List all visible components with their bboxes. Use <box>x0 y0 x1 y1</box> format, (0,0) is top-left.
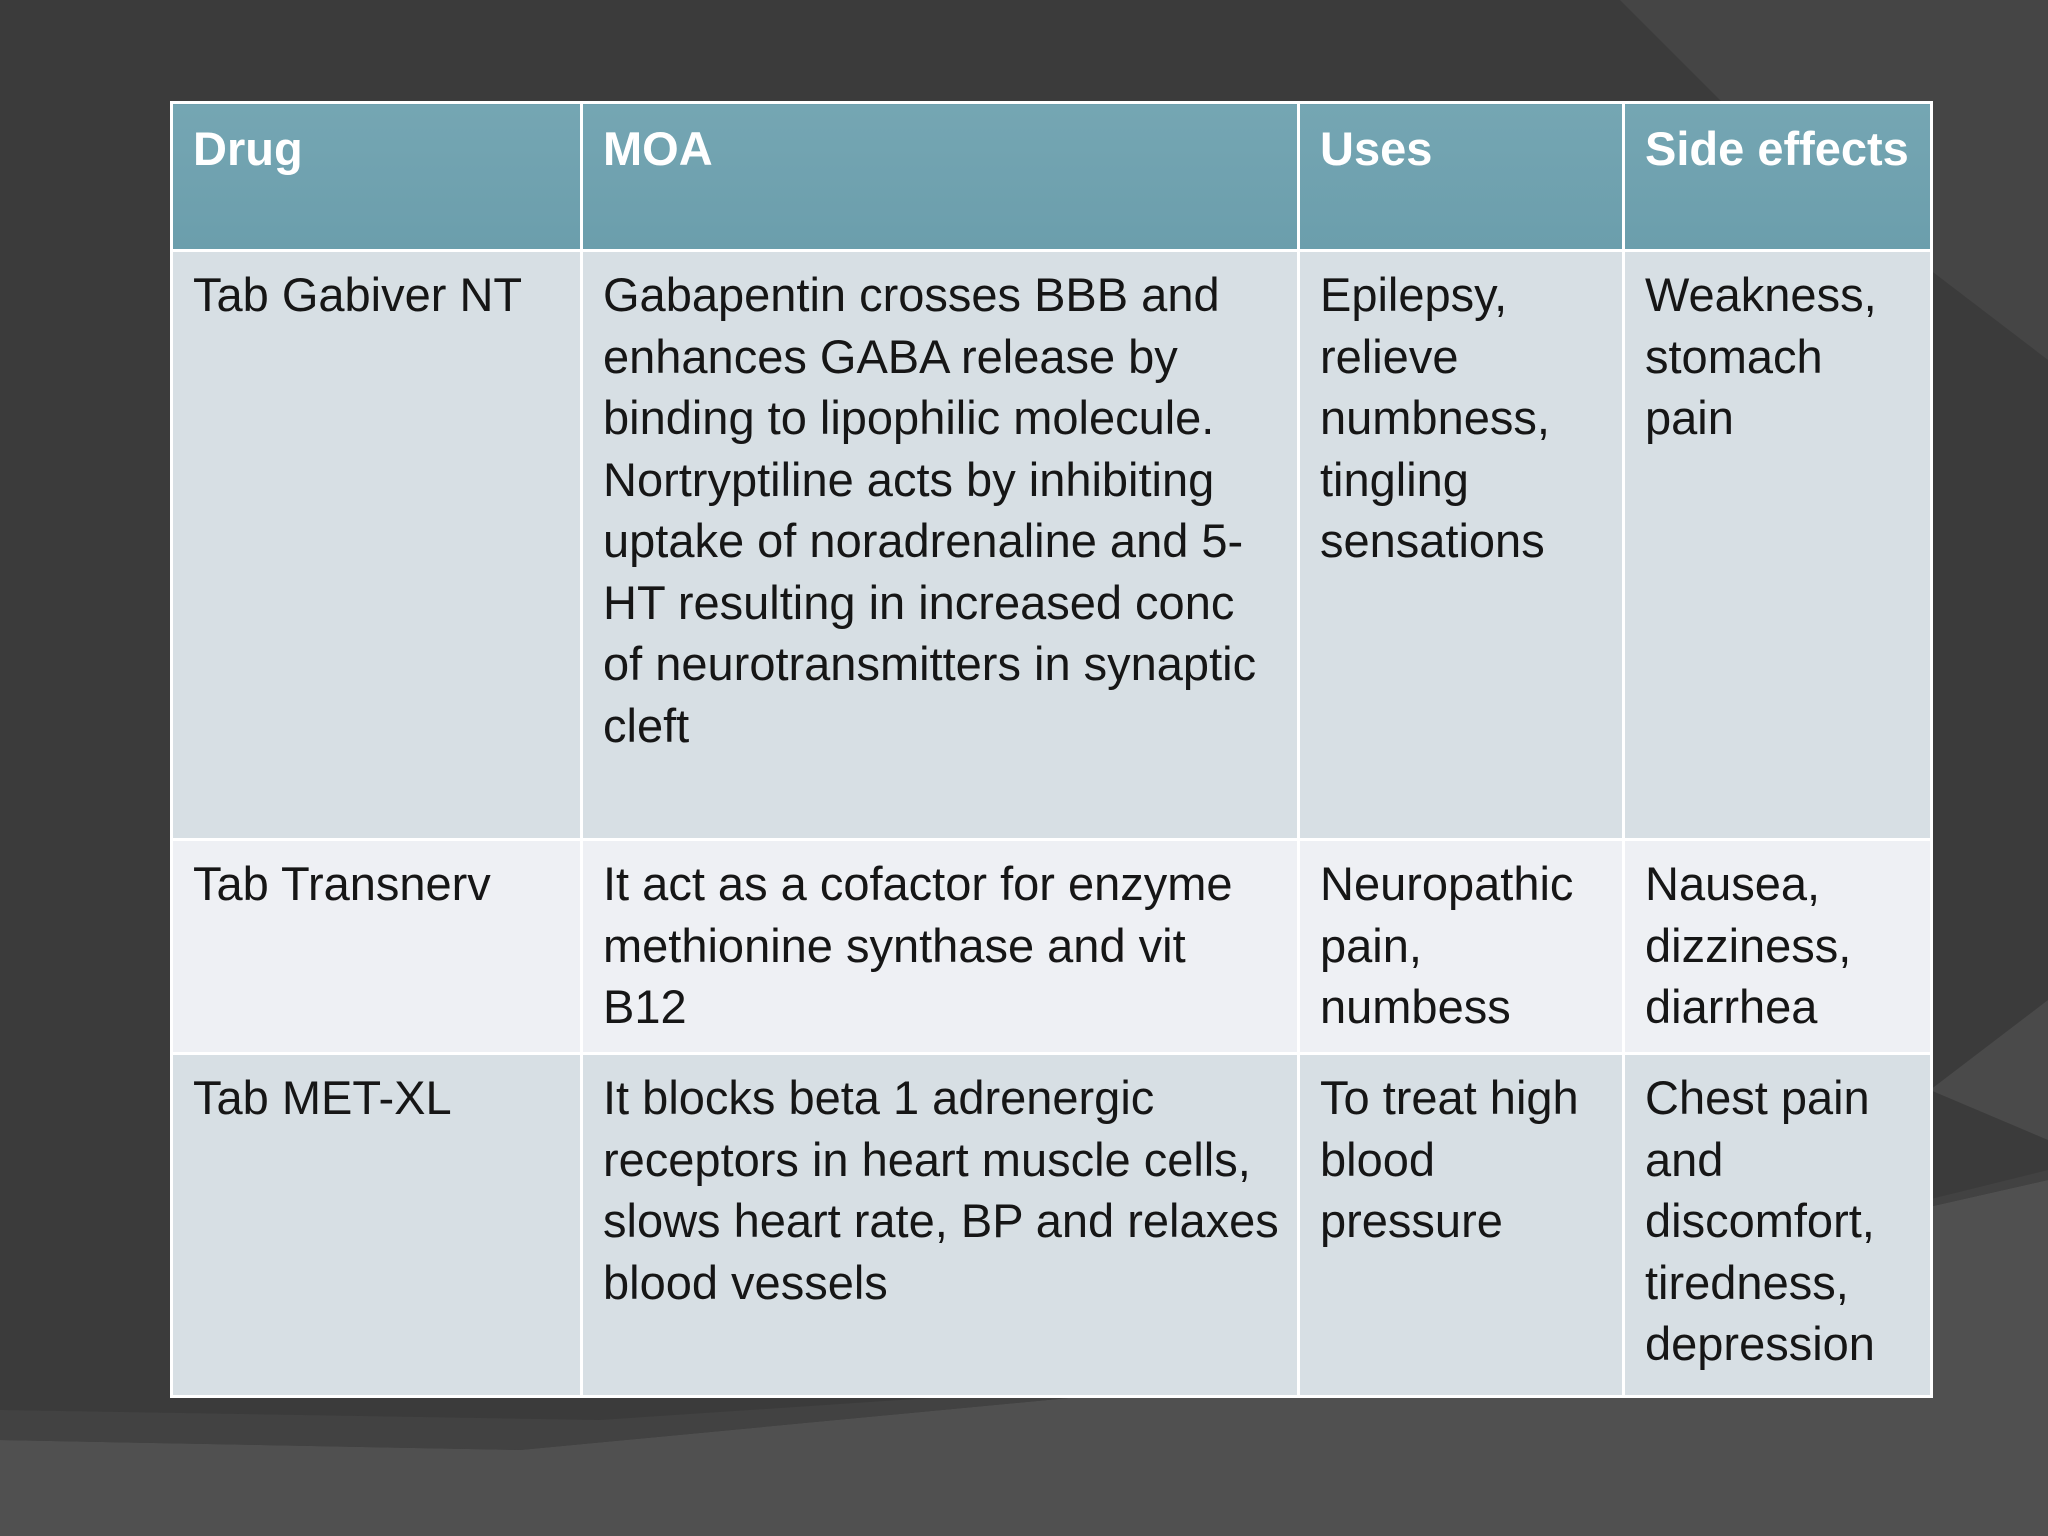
cell-moa: It blocks beta 1 adrenergic receptors in heart muscle cells, slows heart rate, BP and relaxes blood vessels <box>582 1054 1299 1397</box>
table-row <box>172 1054 1932 1397</box>
header-moa: MOA <box>582 103 1299 251</box>
cell-drug: Tab Gabiver NT <box>172 251 582 840</box>
header-drug: Drug <box>172 103 582 251</box>
header-side-effects: Side effects <box>1624 103 1932 251</box>
table-row <box>172 251 1932 840</box>
table-header-row <box>172 103 1932 251</box>
cell-uses: Epilepsy, relieve numbness, tingling sensations <box>1299 251 1624 840</box>
cell-uses: Neuropathic pain, numbess <box>1299 840 1624 1054</box>
cell-moa: It act as a cofactor for enzyme methionine synthase and vit B12 <box>582 840 1299 1054</box>
cell-side-effects: Chest pain and discomfort, tiredness, depression <box>1624 1054 1932 1397</box>
drug-table <box>170 101 1933 1398</box>
cell-moa: Gabapentin crosses BBB and enhances GABA release by binding to lipophilic molecule. Nortryptiline acts by inhibiting uptake of noradrenaline and 5-HT resulting in increased conc of neurotransmitters in synaptic cleft <box>582 251 1299 840</box>
cell-drug: Tab Transnerv <box>172 840 582 1054</box>
cell-drug: Tab MET-XL <box>172 1054 582 1397</box>
table-row <box>172 840 1932 1054</box>
header-uses: Uses <box>1299 103 1624 251</box>
cell-side-effects: Weakness, stomach pain <box>1624 251 1932 840</box>
cell-uses: To treat high blood pressure <box>1299 1054 1624 1397</box>
cell-side-effects: Nausea, dizziness, diarrhea <box>1624 840 1932 1054</box>
drug-table-container <box>170 101 1930 1398</box>
